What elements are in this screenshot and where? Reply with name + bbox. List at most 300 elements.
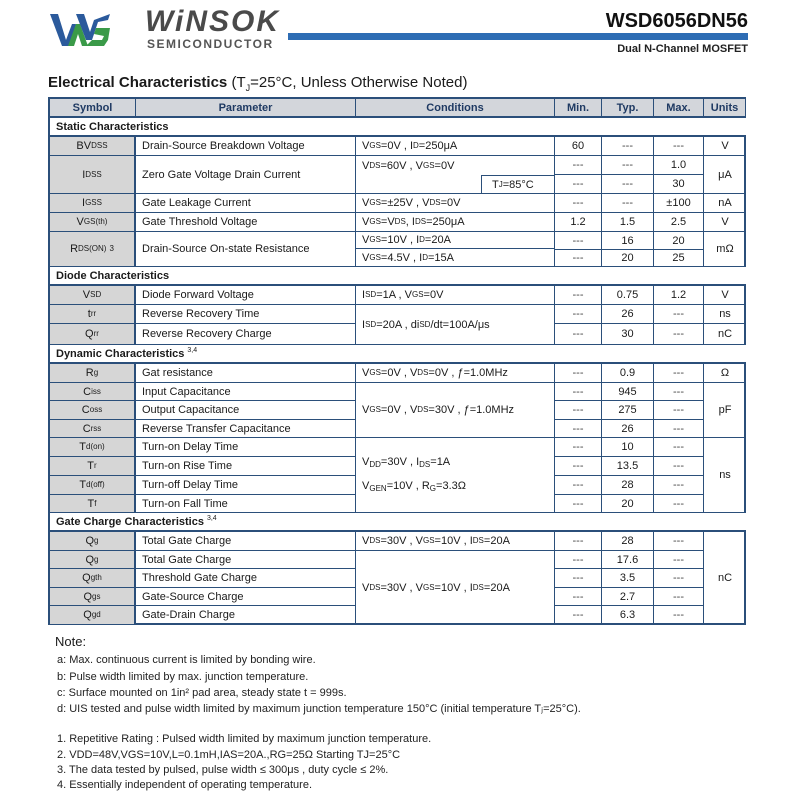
max-value: ±100 xyxy=(654,194,704,213)
condition-igss xyxy=(356,194,555,213)
min-value: --- xyxy=(555,476,602,495)
note-2: 2. VDD=48V,VGS=10V,L=0.1mH,IAS=20A.,RG=25Ω Starting TJ=25°C xyxy=(57,749,401,761)
condition-text: =0V , V xyxy=(380,404,418,416)
condition-subscript: DS xyxy=(369,582,381,592)
max-value: --- xyxy=(654,569,704,588)
condition-text: =15A xyxy=(427,251,454,264)
condition-text: I xyxy=(362,318,366,331)
condition-cap xyxy=(356,383,555,438)
min-value: --- xyxy=(555,457,602,476)
condition-subscript: GS xyxy=(369,217,381,226)
unit-cell: mΩ xyxy=(704,232,746,267)
symbol-text: t xyxy=(87,308,91,320)
symbol-subscript: d(on) xyxy=(86,442,105,451)
unit-cell: nC xyxy=(704,324,746,345)
condition-subscript: SD xyxy=(365,319,377,329)
typ-value: 20 xyxy=(602,495,654,513)
note-d: d: UIS tested and pulse width limited by maximum junction temperature 150°C (initial temperature Tⱼ=25°C). xyxy=(57,703,581,715)
symbol-cell xyxy=(50,286,136,305)
symbol-text: Q xyxy=(85,328,94,340)
symbol-subscript: gth xyxy=(90,573,102,582)
section-title-sub: J xyxy=(245,83,251,93)
 xyxy=(356,175,555,194)
symbol-subscript: g xyxy=(93,368,99,377)
symbol-text: T xyxy=(87,460,95,472)
condition-text: T xyxy=(492,179,499,191)
condition-text: =4.5V , I xyxy=(380,251,423,264)
condition-text: =V xyxy=(380,216,395,228)
parameter-cell: Drain-Source Breakdown Voltage xyxy=(136,137,356,156)
max-value: 30 xyxy=(654,175,704,194)
parameter-cell: Input Capacitance xyxy=(136,383,356,401)
part-number: WSD6056DN56 xyxy=(605,10,748,32)
condition-subscript: DS xyxy=(369,160,381,170)
header-min: Min. xyxy=(555,99,602,118)
note-c: c: Surface mounted on 1in² pad area, steady state t = 999s. xyxy=(57,687,347,699)
symbol-text: Q xyxy=(82,572,91,584)
header-max: Max. xyxy=(654,99,704,118)
max-value: --- xyxy=(654,588,704,606)
min-value: --- xyxy=(555,364,602,383)
section-title-main: Electrical Characteristics xyxy=(48,74,228,91)
parameter-cell: Drain-Source On-state Resistance xyxy=(136,232,356,267)
header-rule xyxy=(288,33,748,40)
part-description: Dual N-Channel MOSFET xyxy=(617,43,748,55)
unit-cell: nA xyxy=(704,194,746,213)
parameter-cell: Total Gate Charge xyxy=(136,551,356,569)
parameter-cell: Gat resistance xyxy=(136,364,356,383)
max-value: --- xyxy=(654,364,704,383)
min-value: --- xyxy=(555,194,602,213)
min-value: 60 xyxy=(555,137,602,156)
group-title: Dynamic Characteristics xyxy=(56,347,185,360)
symbol-cell xyxy=(50,324,136,345)
condition-rds_b xyxy=(356,249,555,267)
condition-text: =0V xyxy=(440,197,461,209)
max-value: --- xyxy=(654,324,704,345)
max-value: --- xyxy=(654,401,704,420)
typ-value: 6.3 xyxy=(602,606,654,625)
min-value: --- xyxy=(555,324,602,345)
group-footnote-ref: 3,4 xyxy=(187,346,198,354)
unit-cell: μA xyxy=(704,156,746,194)
typ-value: 0.75 xyxy=(602,286,654,305)
symbol-subscript: oss xyxy=(89,405,103,414)
condition-trr xyxy=(356,305,555,345)
condition-subscript: D xyxy=(422,252,428,262)
symbol-subscript: GSS xyxy=(85,198,102,207)
condition-subscript: GEN xyxy=(369,483,387,493)
symbol-text: T xyxy=(79,479,87,491)
switching-conditions xyxy=(356,438,555,513)
min-value: --- xyxy=(555,438,602,457)
parameter-cell: Turn-on Delay Time xyxy=(136,438,356,457)
condition-subscript: DS xyxy=(394,217,406,226)
condition-subscript: GS xyxy=(422,160,435,170)
notes-title: Note: xyxy=(55,634,87,649)
typ-value: 1.5 xyxy=(602,213,654,232)
brand-name: WiNSOK xyxy=(145,5,281,38)
condition-text: =60V , V xyxy=(380,159,423,172)
condition-subscript: DS xyxy=(419,459,431,469)
parameter-cell: Turn-off Delay Time xyxy=(136,476,356,495)
symbol-cell xyxy=(50,213,136,232)
parameter-cell: Gate-Source Charge xyxy=(136,588,356,606)
note-1: 1. Repetitive Rating : Pulsed width limited by maximum junction temperature. xyxy=(57,733,432,745)
min-value: --- xyxy=(555,420,602,438)
symbol-text: T xyxy=(87,497,95,510)
typ-value: --- xyxy=(602,175,654,194)
condition-text: V xyxy=(362,216,370,228)
symbol-text: Q xyxy=(85,535,95,547)
condition-text: =0V , I xyxy=(380,140,414,152)
symbol-subscript: r xyxy=(94,461,97,470)
condition-subscript: GS xyxy=(422,582,435,592)
condition-sw2 xyxy=(362,480,466,495)
condition-text: =30V , ƒ=1.0MHz xyxy=(428,404,515,416)
min-value: --- xyxy=(555,569,602,588)
symbol-text: T xyxy=(79,441,87,453)
condition-text: =250μA xyxy=(426,216,465,228)
symbol-subscript: SD xyxy=(90,290,102,299)
symbol-cell xyxy=(50,551,136,569)
symbol-text: V xyxy=(82,289,91,301)
condition-text: V xyxy=(362,535,370,547)
condition-subscript: DS xyxy=(414,217,427,226)
typ-value: 26 xyxy=(602,420,654,438)
typ-value: 945 xyxy=(602,383,654,401)
condition-subscript: GS xyxy=(369,141,381,150)
condition-text: =20A xyxy=(424,234,451,246)
group-header xyxy=(50,513,746,532)
condition-text: V xyxy=(362,455,370,468)
condition-text: =10V , I xyxy=(380,234,420,246)
symbol-subscript: d(off) xyxy=(86,480,105,489)
condition-subscript: SD xyxy=(419,319,431,329)
typ-value: 17.6 xyxy=(602,551,654,569)
min-value: --- xyxy=(555,156,602,175)
parameter-cell: Gate Threshold Voltage xyxy=(136,213,356,232)
min-value: --- xyxy=(555,383,602,401)
min-value: --- xyxy=(555,250,602,267)
symbol-subscript: g xyxy=(94,536,99,545)
typ-value: 28 xyxy=(602,532,654,551)
condition-subscript: GS xyxy=(369,235,381,244)
parameter-cell: Threshold Gate Charge xyxy=(136,569,356,588)
condition-text: =10V , I xyxy=(434,581,473,594)
min-value: --- xyxy=(555,401,602,420)
symbol-text: I xyxy=(82,197,86,209)
max-value: 25 xyxy=(654,250,704,267)
group-header xyxy=(50,345,746,364)
symbol-text: I xyxy=(82,168,86,181)
symbol-text: R xyxy=(70,243,79,255)
typ-value: 275 xyxy=(602,401,654,420)
unit-cell: Ω xyxy=(704,364,746,383)
header-typ: Typ. xyxy=(602,99,654,118)
symbol-subscript: rr xyxy=(93,329,99,338)
typ-value: 28 xyxy=(602,476,654,495)
symbol-cell xyxy=(50,383,136,401)
condition-subscript: J xyxy=(498,180,503,189)
condition-text: V xyxy=(362,234,370,246)
condition-text: V xyxy=(362,159,370,172)
condition-text: , I xyxy=(405,216,415,228)
condition-text: V xyxy=(362,251,370,264)
condition-text: V xyxy=(362,404,370,416)
condition-subscript: GS xyxy=(411,290,424,299)
unit-cell: ns xyxy=(704,438,746,513)
header-parameter: Parameter xyxy=(136,99,356,118)
condition-subscript: D xyxy=(419,235,425,244)
min-value: --- xyxy=(555,588,602,606)
condition-text: =1A , V xyxy=(376,289,412,301)
unit-cell: V xyxy=(704,137,746,156)
condition-text: =250μA xyxy=(418,140,458,152)
parameter-cell: Reverse Recovery Charge xyxy=(136,324,356,345)
typ-value: 20 xyxy=(602,250,654,267)
max-value: 1.0 xyxy=(654,156,704,175)
header-units: Units xyxy=(704,99,746,118)
condition-subscript: GS xyxy=(369,198,381,207)
min-value: 1.2 xyxy=(555,213,602,232)
symbol-cell xyxy=(50,476,136,495)
condition-idss_tj xyxy=(481,175,555,194)
max-value: --- xyxy=(654,420,704,438)
min-value: --- xyxy=(555,232,602,250)
max-value: --- xyxy=(654,495,704,513)
symbol-text: R xyxy=(85,367,94,379)
symbol-text: V xyxy=(76,216,84,228)
note-a: a: Max. continuous current is limited by bonding wire. xyxy=(57,654,316,666)
group-footnote-ref: 3,4 xyxy=(206,514,217,522)
condition-subscript: D xyxy=(413,141,419,150)
symbol-text: C xyxy=(82,422,91,435)
group-header xyxy=(50,118,746,137)
section-title xyxy=(48,74,467,97)
typ-value: 16 xyxy=(602,232,654,250)
condition-text: =10V , R xyxy=(386,479,430,492)
condition-text: V xyxy=(362,479,370,492)
condition-text: =20A , di xyxy=(376,318,420,331)
symbol-subscript: rss xyxy=(90,423,102,433)
condition-subscript: GS xyxy=(369,405,381,414)
electrical-characteristics-table xyxy=(48,97,746,625)
symbol-subscript: g xyxy=(94,554,99,564)
condition-text: /dt=100A/μs xyxy=(430,318,490,331)
symbol-cell xyxy=(50,457,136,476)
typ-value: --- xyxy=(602,137,654,156)
max-value: --- xyxy=(654,383,704,401)
symbol-cell xyxy=(50,137,136,156)
max-value: --- xyxy=(654,438,704,457)
condition-subscript: GS xyxy=(422,536,435,545)
symbol-text: BV xyxy=(76,140,92,152)
symbol-text: C xyxy=(83,385,92,398)
symbol-cell xyxy=(50,420,136,438)
condition-text: =0V xyxy=(434,159,455,172)
condition-text: =3.3Ω xyxy=(436,479,466,492)
symbol-text: Q xyxy=(83,609,92,621)
parameter-cell: Total Gate Charge xyxy=(136,532,356,551)
parameter-cell: Output Capacitance xyxy=(136,401,356,420)
parameter-cell: Diode Forward Voltage xyxy=(136,286,356,305)
parameter-cell: Reverse Transfer Capacitance xyxy=(136,420,356,438)
typ-value: 13.5 xyxy=(602,457,654,476)
condition-rds_a xyxy=(356,232,555,249)
condition-text: V xyxy=(362,197,370,209)
symbol-superscript: 3 xyxy=(109,244,114,253)
condition-subscript: DS xyxy=(429,198,441,207)
typ-value: 30 xyxy=(602,324,654,345)
condition-subscript: GS xyxy=(369,252,381,262)
min-value: --- xyxy=(555,305,602,324)
symbol-subscript: DS(ON) xyxy=(78,244,107,253)
condition-subscript: DS xyxy=(472,582,484,592)
condition-text: =20A xyxy=(483,581,510,594)
symbol-subscript: iss xyxy=(91,386,101,396)
condition-text: =0V , V xyxy=(380,367,418,379)
condition-text: =10V , I xyxy=(434,535,473,547)
max-value: 2.5 xyxy=(654,213,704,232)
symbol-subscript: gd xyxy=(91,610,101,619)
condition-subscript: DS xyxy=(417,405,429,414)
symbol-cell xyxy=(50,495,136,513)
symbol-text: Q xyxy=(83,590,93,603)
condition-subscript: DS xyxy=(472,536,484,545)
condition-qg2 xyxy=(356,551,555,625)
condition-text: =85°C xyxy=(502,179,534,191)
condition-text: =20A xyxy=(483,535,510,547)
condition-idss xyxy=(356,156,555,175)
symbol-cell xyxy=(50,532,136,551)
parameter-cell: Gate-Drain Charge xyxy=(136,606,356,625)
condition-subscript: DD xyxy=(369,459,381,469)
parameter-cell: Zero Gate Voltage Drain Current xyxy=(136,156,356,194)
condition-text: =0V xyxy=(423,289,444,301)
max-value: --- xyxy=(654,305,704,324)
symbol-cell xyxy=(50,438,136,457)
section-title-cond: (T xyxy=(227,74,246,91)
note-4: 4. Essentially independent of operating temperature. xyxy=(57,779,312,791)
max-value: 1.2 xyxy=(654,286,704,305)
unit-cell: ns xyxy=(704,305,746,324)
symbol-cell xyxy=(50,364,136,383)
group-title: Gate Charge Characteristics xyxy=(56,515,204,528)
min-value: --- xyxy=(555,532,602,551)
condition-qg1 xyxy=(356,532,555,551)
condition-text: =±25V , V xyxy=(380,197,430,209)
parameter-cell: Turn-on Rise Time xyxy=(136,457,356,476)
condition-subscript: DS xyxy=(369,536,381,545)
symbol-cell xyxy=(50,156,136,194)
max-value: --- xyxy=(654,457,704,476)
group-title: Diode Characteristics xyxy=(56,269,170,282)
condition-subscript: G xyxy=(429,483,437,493)
condition-subscript: GS xyxy=(369,368,381,377)
min-value: --- xyxy=(555,551,602,569)
typ-value: 2.7 xyxy=(602,588,654,606)
symbol-subscript: f xyxy=(94,498,97,508)
symbol-cell xyxy=(50,401,136,420)
symbol-cell xyxy=(50,569,136,588)
condition-text: I xyxy=(362,289,366,301)
unit-cell: nC xyxy=(704,532,746,625)
brand-subtitle: SEMICONDUCTOR xyxy=(147,37,274,51)
condition-text: =0V , ƒ=1.0MHz xyxy=(428,367,508,379)
typ-value: 0.9 xyxy=(602,364,654,383)
min-value: --- xyxy=(555,495,602,513)
symbol-subscript: GS(th) xyxy=(83,217,108,226)
max-value: --- xyxy=(654,532,704,551)
group-title: Static Characteristics xyxy=(56,120,169,133)
condition-text: =30V , V xyxy=(380,535,423,547)
min-value: --- xyxy=(555,175,602,194)
symbol-subscript: DSS xyxy=(91,141,108,150)
condition-vgsth xyxy=(356,213,555,232)
symbol-cell xyxy=(50,194,136,213)
ws-logo-icon xyxy=(50,10,110,50)
parameter-cell: Gate Leakage Current xyxy=(136,194,356,213)
parameter-cell: Turn-on Fall Time xyxy=(136,495,356,513)
symbol-cell xyxy=(50,588,136,606)
condition-subscript: DS xyxy=(417,368,429,377)
header-conditions: Conditions xyxy=(356,99,555,118)
min-value: --- xyxy=(555,606,602,625)
symbol-cell xyxy=(50,232,136,267)
max-value: --- xyxy=(654,137,704,156)
unit-cell: V xyxy=(704,286,746,305)
min-value: --- xyxy=(555,286,602,305)
typ-value: --- xyxy=(602,156,654,175)
unit-cell: V xyxy=(704,213,746,232)
typ-value: 3.5 xyxy=(602,569,654,588)
symbol-text: Q xyxy=(85,553,95,566)
max-value: --- xyxy=(654,551,704,569)
group-header xyxy=(50,267,746,286)
note-b: b: Pulse width limited by max. junction temperature. xyxy=(57,671,309,683)
condition-rg xyxy=(356,364,555,383)
condition-bvdss xyxy=(356,137,555,156)
section-title-cond-suffix: =25°C, Unless Otherwise Noted) xyxy=(250,74,468,91)
condition-text: =30V , V xyxy=(380,581,423,594)
symbol-text: C xyxy=(81,404,90,416)
header-symbol: Symbol xyxy=(50,99,136,118)
symbol-cell xyxy=(50,305,136,324)
typ-value: 26 xyxy=(602,305,654,324)
condition-text: V xyxy=(362,140,370,152)
condition-sw1 xyxy=(362,456,450,471)
condition-vsd xyxy=(356,286,555,305)
symbol-cell xyxy=(50,606,136,625)
unit-cell: pF xyxy=(704,383,746,438)
typ-value: 10 xyxy=(602,438,654,457)
condition-subscript: SD xyxy=(365,290,377,299)
parameter-cell: Reverse Recovery Time xyxy=(136,305,356,324)
symbol-subscript: gs xyxy=(92,591,101,601)
note-3: 3. The data tested by pulsed, pulse width ≤ 300μs , duty cycle ≤ 2%. xyxy=(57,764,389,776)
typ-value: --- xyxy=(602,194,654,213)
max-value: 20 xyxy=(654,232,704,250)
condition-text: =1A xyxy=(430,455,451,468)
condition-text: =30V , I xyxy=(380,455,420,468)
max-value: --- xyxy=(654,476,704,495)
condition-text: V xyxy=(362,367,370,379)
symbol-subscript: DSS xyxy=(85,169,102,179)
condition-text: V xyxy=(362,581,370,594)
max-value: --- xyxy=(654,606,704,625)
symbol-subscript: rr xyxy=(90,309,97,318)
